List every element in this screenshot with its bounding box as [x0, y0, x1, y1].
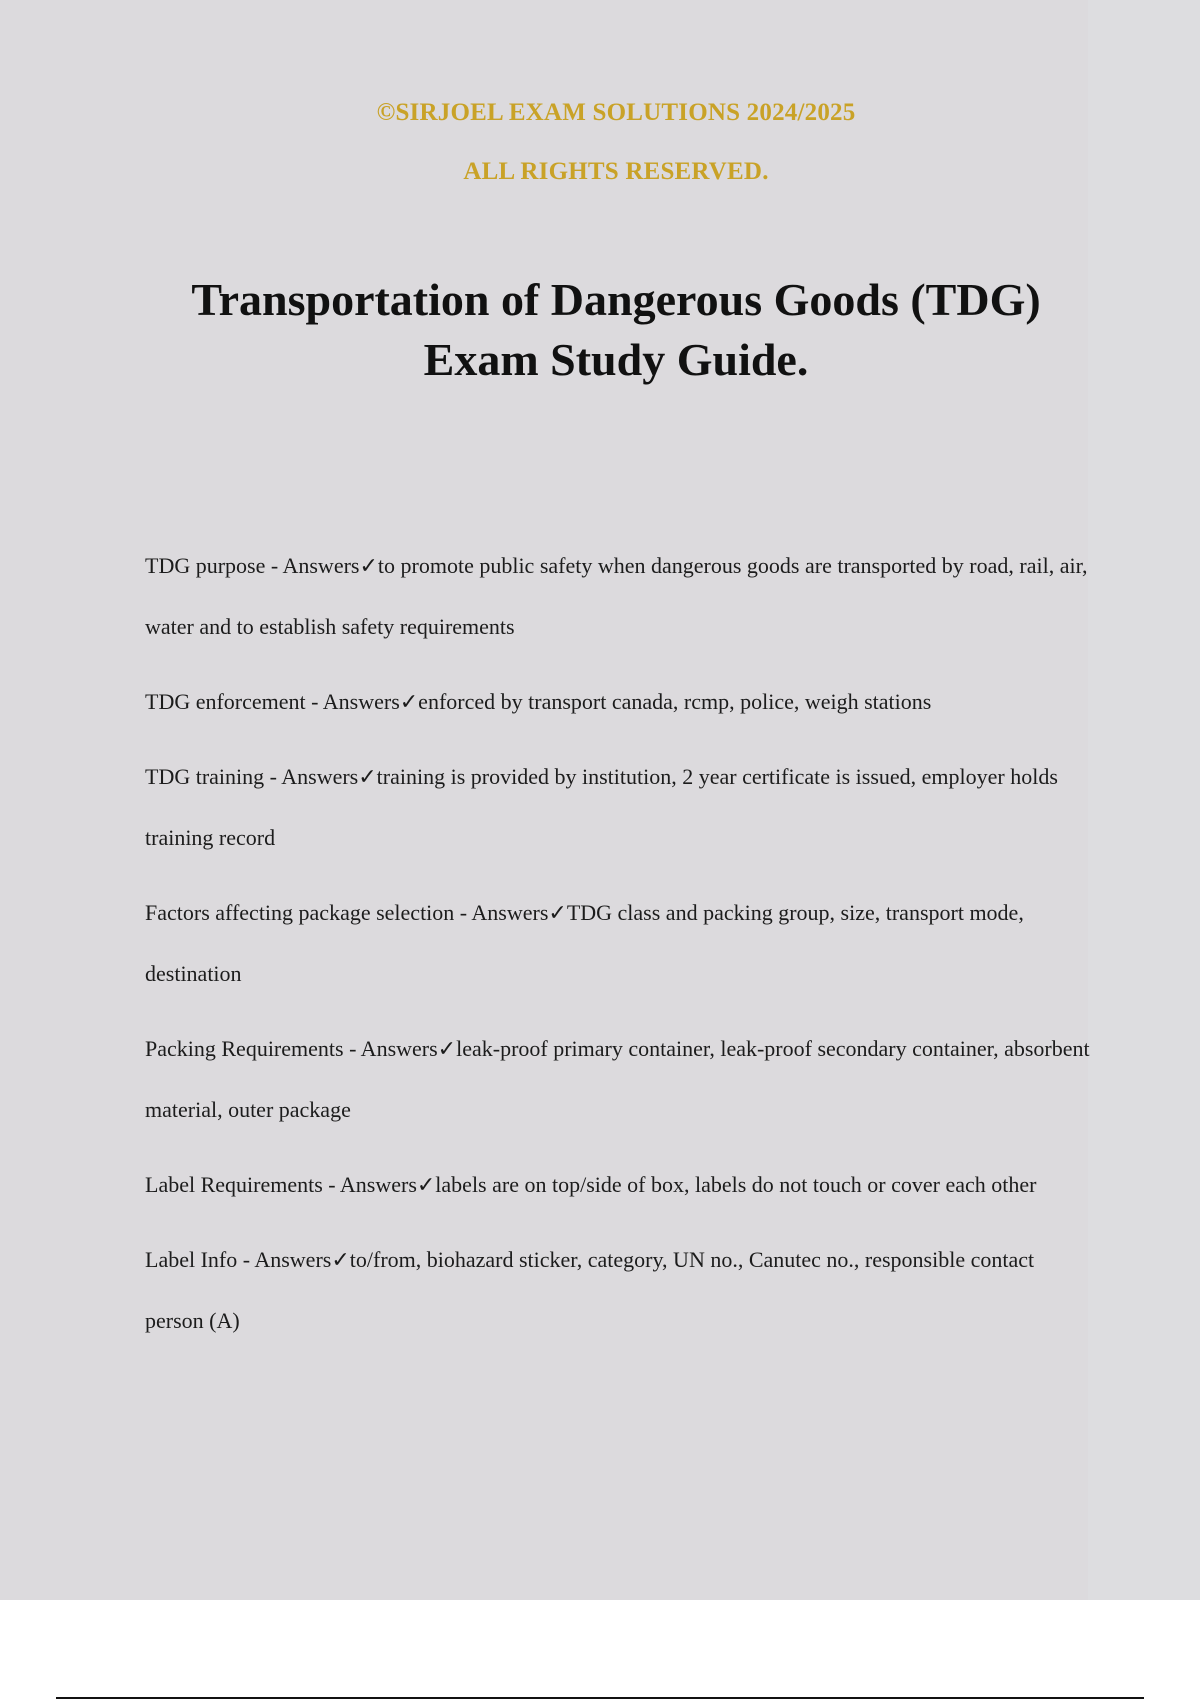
entry-label-info: Label Info - Answers✓to/from, biohazard sticker, category, UN no., Canutec no., responsible contact person (A) [145, 1247, 1035, 1333]
title-line-2: Exam Study Guide. [423, 334, 809, 385]
entry-tdg-training: TDG training - Answers✓training is provided by institution, 2 year certificate is issued, employer holds training record [145, 764, 1058, 850]
entry-tdg-purpose: TDG purpose - Answers✓to promote public safety when dangerous goods are transported by road, rail, air, water and to establish safety requirements [145, 553, 1088, 639]
rights-reserved-line: ALL RIGHTS RESERVED. [463, 158, 769, 185]
study-entries [145, 535, 1095, 1365]
copyright-line: ©SIRJOEL EXAM SOLUTIONS 2024/2025 [376, 99, 856, 126]
footer-divider [56, 1697, 1144, 1699]
entry-package-selection: Factors affecting package selection - Answers✓TDG class and packing group, size, transport mode, destination [145, 900, 1024, 986]
title-line-1: Transportation of Dangerous Goods (TDG) [191, 274, 1041, 325]
page-edge-shade [1088, 0, 1200, 1600]
entry-label-requirements: Label Requirements - Answers✓labels are on top/side of box, labels do not touch or cover each other [145, 1172, 1037, 1197]
document-title [0, 270, 1200, 390]
entry-packing-requirements: Packing Requirements - Answers✓leak-proof primary container, leak-proof secondary container, absorbent material, outer package [145, 1036, 1090, 1122]
entry-tdg-enforcement: TDG enforcement - Answers✓enforced by transport canada, rcmp, police, weigh stations [145, 689, 932, 714]
